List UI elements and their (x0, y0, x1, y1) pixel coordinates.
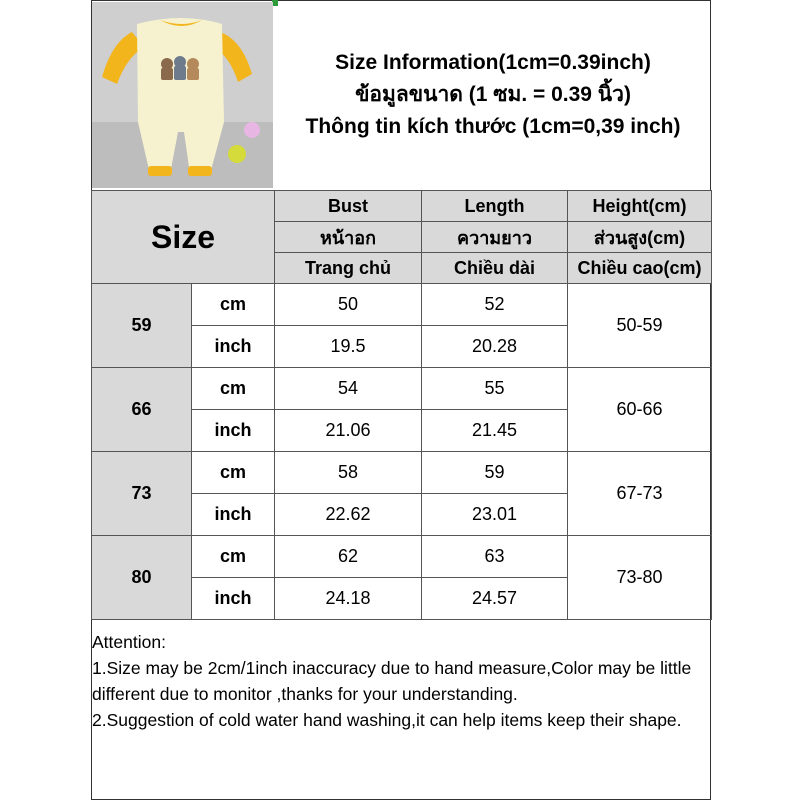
size-header: Size (92, 191, 275, 284)
bust-cm: 50 (275, 284, 422, 326)
col-bust-vi: Trang chủ (275, 253, 422, 284)
unit-cm: cm (192, 284, 275, 326)
size-info-heading (275, 0, 711, 190)
size-table (91, 190, 712, 620)
col-length-en: Length (422, 191, 568, 222)
col-height-th: ส่วนสูง(cm) (568, 222, 712, 253)
size-80: 80 (92, 536, 192, 620)
col-length-vi: Chiều dài (422, 253, 568, 284)
heading-english: Size Information(1cm=0.39inch) (335, 51, 651, 74)
length-cm: 55 (422, 368, 568, 410)
height-range: 60-66 (568, 368, 712, 452)
length-inch: 21.45 (422, 410, 568, 452)
length-inch: 24.57 (422, 578, 568, 620)
bust-inch: 19.5 (275, 326, 422, 368)
length-cm: 63 (422, 536, 568, 578)
unit-cm: cm (192, 368, 275, 410)
col-height-en: Height(cm) (568, 191, 712, 222)
bust-inch: 24.18 (275, 578, 422, 620)
unit-cm: cm (192, 536, 275, 578)
size-73: 73 (92, 452, 192, 536)
height-range: 73-80 (568, 536, 712, 620)
size-59: 59 (92, 284, 192, 368)
heading-vietnamese: Thông tin kích thước (1cm=0,39 inch) (305, 115, 681, 138)
col-bust-th: หน้าอก (275, 222, 422, 253)
col-length-th: ความยาว (422, 222, 568, 253)
unit-cm: cm (192, 452, 275, 494)
unit-inch: inch (192, 410, 275, 452)
length-inch: 20.28 (422, 326, 568, 368)
bust-cm: 58 (275, 452, 422, 494)
col-height-vi: Chiều cao(cm) (568, 253, 712, 284)
col-bust-en: Bust (275, 191, 422, 222)
length-cm: 59 (422, 452, 568, 494)
size-66: 66 (92, 368, 192, 452)
height-range: 67-73 (568, 452, 712, 536)
note-item-1: 1.Size may be 2cm/1inch inaccuracy due to hand measure,Color may be little different due to monitor ,thanks for your understanding. (92, 658, 692, 704)
bust-cm: 62 (275, 536, 422, 578)
unit-inch: inch (192, 494, 275, 536)
length-inch: 23.01 (422, 494, 568, 536)
bust-inch: 21.06 (275, 410, 422, 452)
length-cm: 52 (422, 284, 568, 326)
note-item-2: 2.Suggestion of cold water hand washing,it can help items keep their shape. (92, 710, 682, 730)
bust-cm: 54 (275, 368, 422, 410)
baby-romper-image (92, 2, 273, 188)
unit-inch: inch (192, 326, 275, 368)
heading-thai: ข้อมูลขนาด (1 ซม. = 0.39 นิ้ว) (355, 83, 631, 106)
height-range: 50-59 (568, 284, 712, 368)
bust-inch: 22.62 (275, 494, 422, 536)
product-photo (92, 2, 273, 188)
unit-inch: inch (192, 578, 275, 620)
notes-title: Attention: (92, 632, 166, 652)
attention-notes (92, 629, 708, 733)
